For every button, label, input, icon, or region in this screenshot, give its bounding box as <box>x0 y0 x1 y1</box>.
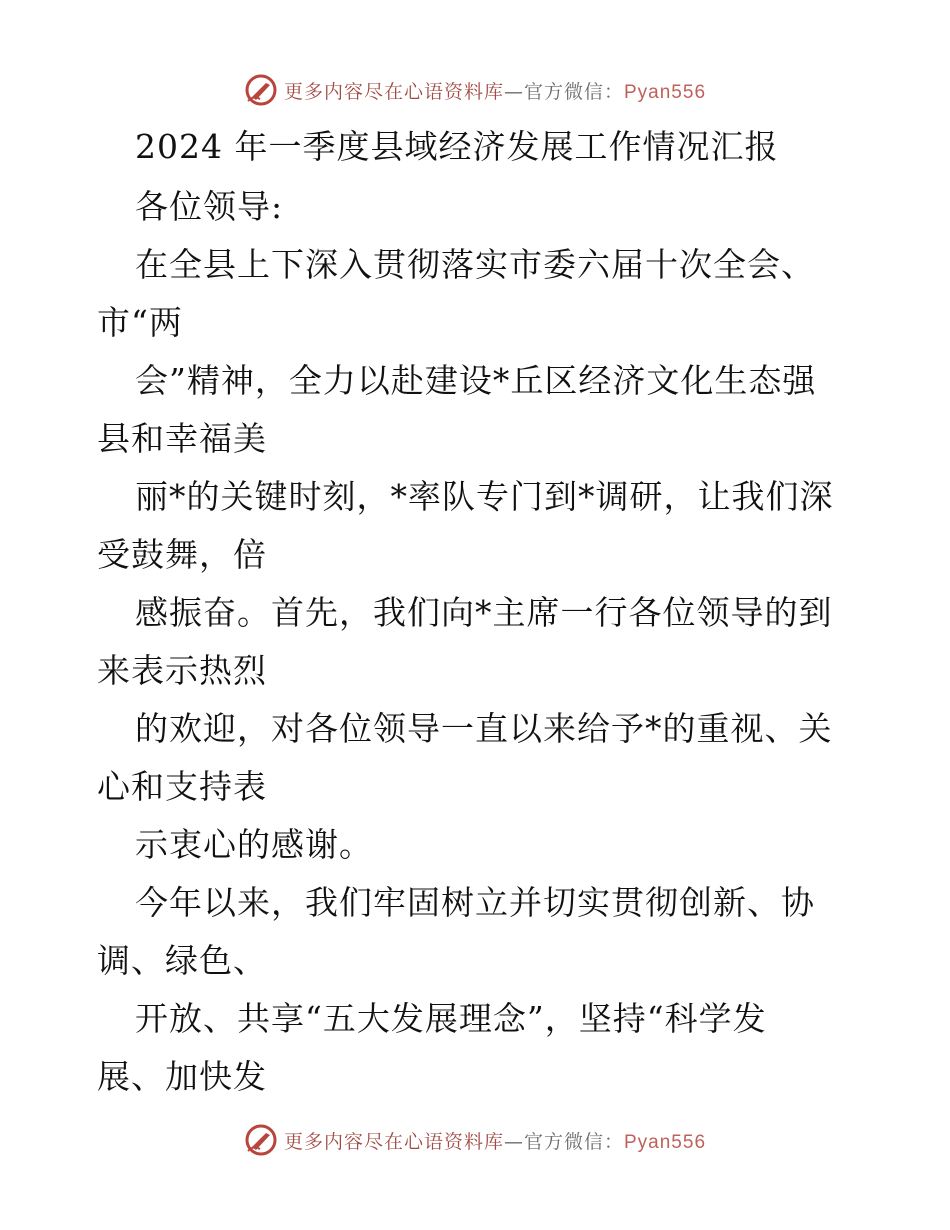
header-watermark-banner <box>0 70 950 110</box>
watermark-wechat-id: Pyan556 <box>624 81 707 103</box>
watermark-main: 更多内容尽在心语资料库 <box>283 80 504 103</box>
paragraph-line: 来表示热烈 <box>97 651 267 690</box>
paragraph-line: 会”精神，全力以赴建设*丘区经济文化生态强 <box>135 361 817 400</box>
paragraph-line: 展、加快发 <box>97 1057 267 1096</box>
pen-seal-logo-icon <box>244 73 278 107</box>
watermark-wechat-label: 官方微信： <box>523 80 624 103</box>
paragraph-line: 在全县上下深入贯彻落实市委六届十次全会、 <box>135 245 815 284</box>
watermark-dash: — <box>503 80 524 103</box>
document-title: 2024 年一季度县域经济发展工作情况汇报 <box>135 127 779 166</box>
paragraph-line: 开放、共享“五大发展理念”，坚持“科学发 <box>135 999 767 1038</box>
paragraph-line: 感振奋。首先，我们向*主席一行各位领导的到 <box>135 593 833 632</box>
paragraph-line: 的欢迎，对各位领导一直以来给予*的重视、关 <box>135 709 833 748</box>
watermark-main: 更多内容尽在心语资料库 <box>283 1130 504 1153</box>
paragraph-line: 调、绿色、 <box>97 941 267 980</box>
paragraph-line: 心和支持表 <box>97 767 267 806</box>
watermark-wechat-label: 官方微信： <box>523 1130 624 1153</box>
watermark-dash: — <box>503 1130 524 1153</box>
pen-seal-logo-icon <box>244 1123 278 1157</box>
paragraph-line: 受鼓舞，倍 <box>97 535 267 574</box>
watermark-text <box>284 1127 706 1154</box>
paragraph-line: 示衷心的感谢。 <box>135 825 373 864</box>
watermark-text <box>284 77 706 104</box>
watermark-wechat-id: Pyan556 <box>624 1131 707 1153</box>
paragraph-line: 市“两 <box>97 303 183 342</box>
footer-watermark-banner <box>0 1120 950 1160</box>
paragraph-line: 今年以来，我们牢固树立并切实贯彻创新、协 <box>135 883 815 922</box>
paragraph-line: 县和幸福美 <box>97 419 267 458</box>
paragraph-line: 丽*的关键时刻，*率队专门到*调研，让我们深 <box>135 477 834 516</box>
salutation: 各位领导: <box>135 187 284 226</box>
